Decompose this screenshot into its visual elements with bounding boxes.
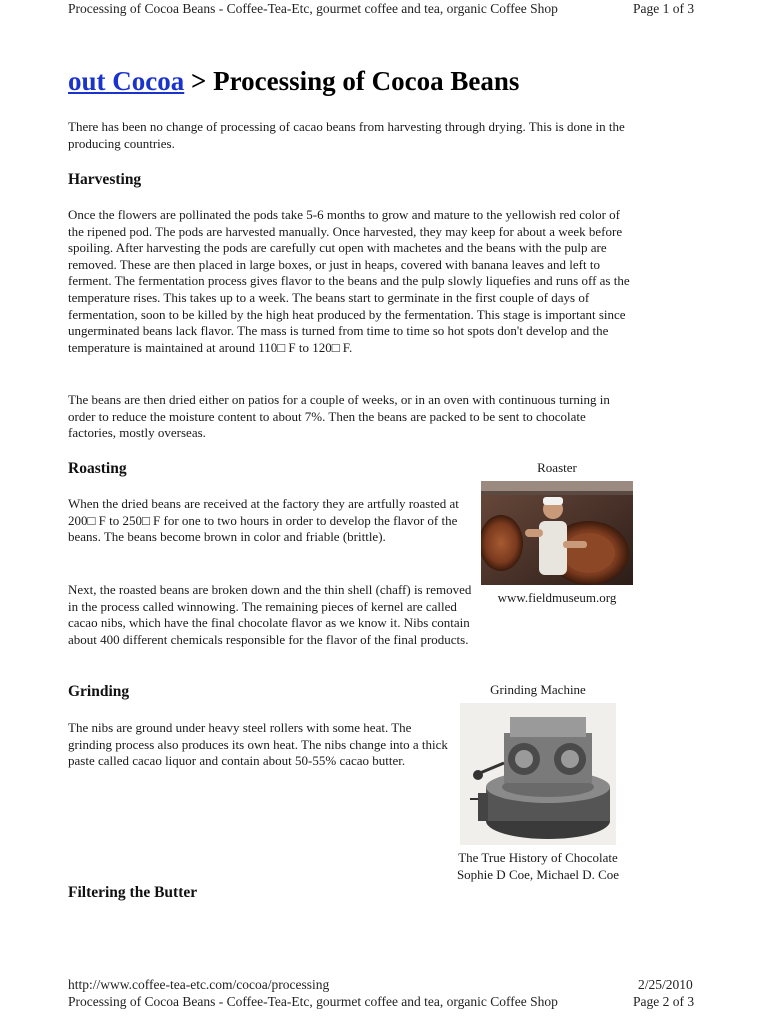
print-header-page-next: Page 2 of 3: [633, 994, 695, 1009]
harvesting-paragraph-2: The beans are then dried either on patios for a couple of weeks, or in an oven with continuous turning in order to reduce the moisture content to about 7%. Then the beans are packed to be sent to chocolate factories, mostly overseas.: [68, 392, 610, 441]
roaster-image-title: Roaster: [537, 460, 577, 475]
breadcrumb-link-about-cocoa[interactable]: out Cocoa: [68, 66, 185, 96]
harvesting-paragraph-1: Once the flowers are pollinated the pods take 5-6 months to grow and mature to the yellowish red color of the ripened pod. The pods are harvested manually. Once harvested, they may keep for about a week before spoiling. After harvesting the pods are carefully cut open with machetes and the beans with the pulp are removed. These are then placed in large boxes, or just in heaps, covered with banana leaves and left to ferment. The fermentation process gives flavor to the beans and the pulp slowly liquefies and runs off as the temperature rises. This takes up to a week. The beans start to germinate in the first couple of days of fermentation, soon to be killed by the high heat produced by the fermentation. This stage is important since ungerminated beans lack flavor. The mass is turned from time to time so hot spots don't develop and the temperature is maintained at around 110□ F to 120□ F.: [68, 207, 630, 355]
section-heading-filtering: Filtering the Butter: [68, 884, 198, 901]
roasting-paragraph-1: When the dried beans are received at the factory they are artfully roasted at 200□ F to 250□ F for one to two hours in order to develop the flavor of the beans. The beans become brown in color and friable (brittle).: [68, 496, 459, 545]
section-heading-harvesting: Harvesting: [68, 171, 142, 188]
grinding-machine-engraving: [460, 703, 616, 845]
roasting-paragraph-2-text: Next, the roasted beans are broken down and the thin shell (chaff) is removed in the process called winnowing. The remaining pieces of kernel are called cacao nibs, which have the final chocolate flavor as we know it. Nibs contain about 400 different chemicals responsible for the flavor of the final products.: [68, 582, 472, 647]
roaster-photo: [481, 481, 633, 585]
intro-paragraph: There has been no change of processing of cacao beans from harvesting through drying. This is done in the producing countries.: [68, 119, 625, 151]
grinding-credit-line-2: Sophie D Coe, Michael D. Coe: [456, 867, 620, 882]
print-footer-date: 2/25/2010: [638, 977, 693, 992]
print-header-title: Processing of Cocoa Beans - Coffee-Tea-Etc, gourmet coffee and tea, organic Coffee Shop: [68, 1, 558, 16]
grinding-machine-illustration: [460, 703, 616, 845]
print-header-title-next: Processing of Cocoa Beans - Coffee-Tea-Etc, gourmet coffee and tea, organic Coffee Shop: [68, 994, 558, 1009]
grinding-paragraph-1: The nibs are ground under heavy steel rollers with some heat. The grinding process also produces its own heat. The nibs change into a thick paste called cacao liquor and contain about 50-55% cacao butter.: [68, 720, 448, 769]
print-header-page: Page 1 of 3: [633, 1, 695, 16]
grinding-credit-line-1: The True History of Chocolate: [458, 850, 618, 865]
grinding-image-title: Grinding Machine: [490, 682, 586, 697]
page-title: [68, 66, 519, 97]
breadcrumb-current: Processing of Cocoa Beans: [213, 66, 520, 96]
breadcrumb-separator: >: [191, 66, 207, 96]
roaster-image-credit: www.fieldmuseum.org: [497, 590, 617, 605]
section-heading-roasting: Roasting: [68, 460, 127, 477]
print-footer-url: http://www.coffee-tea-etc.com/cocoa/processing: [68, 977, 330, 992]
roaster-photo-illustration: [481, 481, 633, 585]
section-heading-grinding: Grinding: [68, 683, 130, 700]
